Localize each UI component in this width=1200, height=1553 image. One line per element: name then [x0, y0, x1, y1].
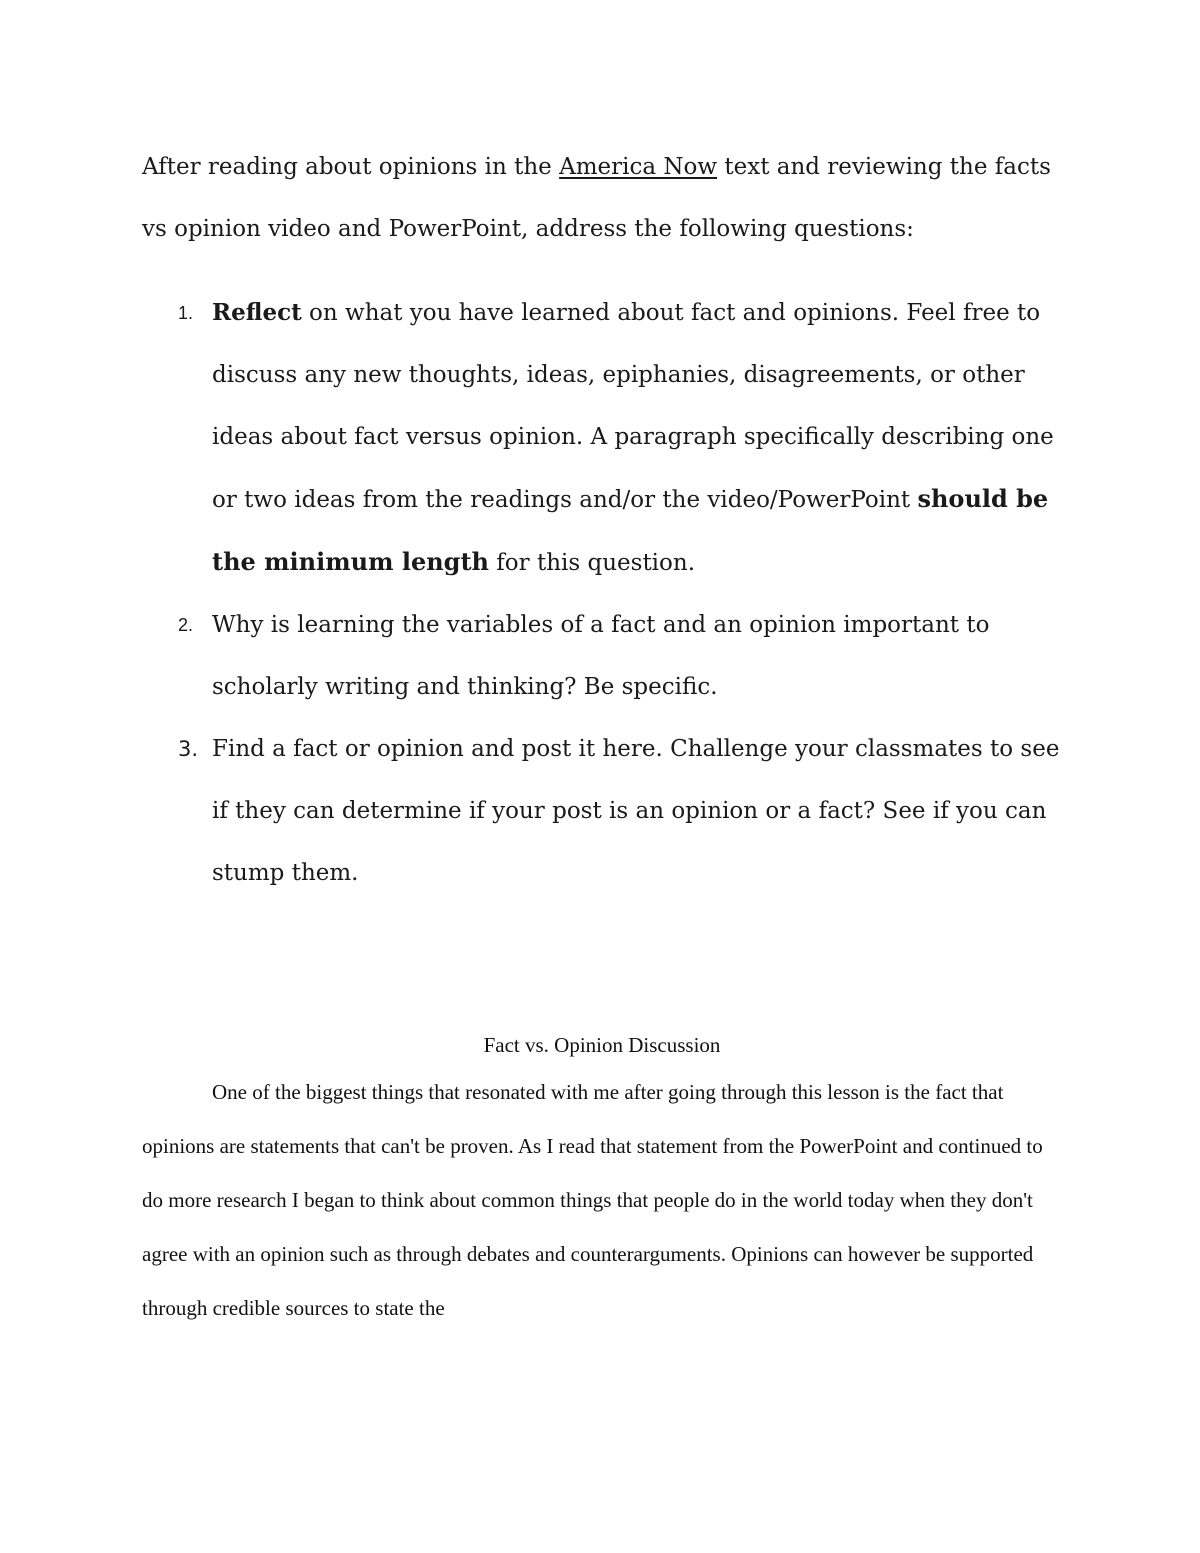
question-list [142, 282, 1062, 904]
question-item [142, 718, 1062, 904]
question-text: Why is learning the variables of a fact and an opinion important to scholarly writing and thinking? Be specific. [212, 612, 990, 700]
question-item [142, 282, 1062, 594]
response-body: One of the biggest things that resonated with me after going through this lesson is the fact that opinions are statements that can't be proven. As I read that statement from the PowerPoint and continued to do more research I began to think about common things that people do in the world today when they don't agree with an opinion such as through debates and counterarguments. Opinions can however be supported through credible sources to state the [142, 1080, 1043, 1320]
intro-text-after: text and reviewing the facts vs opinion video and PowerPoint, address the following questions: [142, 154, 1051, 242]
intro-text-before: After reading about opinions in the [142, 154, 560, 180]
question-lead-bold: Reflect [212, 299, 302, 326]
student-response [142, 1025, 1062, 1335]
prompt-intro [142, 136, 1062, 260]
assignment-prompt [142, 136, 1062, 904]
question-item [142, 594, 1062, 718]
question-text-a: on what you have learned about fact and opinions. Feel free to discuss any new thoughts, ideas, epiphanies, disagreements, or other ideas about fact versus opinion. A paragraph specifically describing one or two ideas from the readings and/or the video/PowerPoint [212, 300, 1054, 513]
book-title: America Now [559, 154, 718, 180]
question-text-b: for this question. [488, 550, 696, 576]
question-number: 3. [178, 737, 199, 761]
question-emphasis: should be the minimum length [212, 484, 1049, 576]
response-title: Fact vs. Opinion Discussion [483, 1033, 721, 1057]
question-number: 2. [178, 615, 194, 635]
question-text [212, 300, 1054, 576]
question-text: Find a fact or opinion and post it here. Challenge your classmates to see if they can determine if your post is an opinion or a fact? See if you can stump them. [212, 736, 1060, 886]
question-number: 1. [178, 303, 194, 323]
